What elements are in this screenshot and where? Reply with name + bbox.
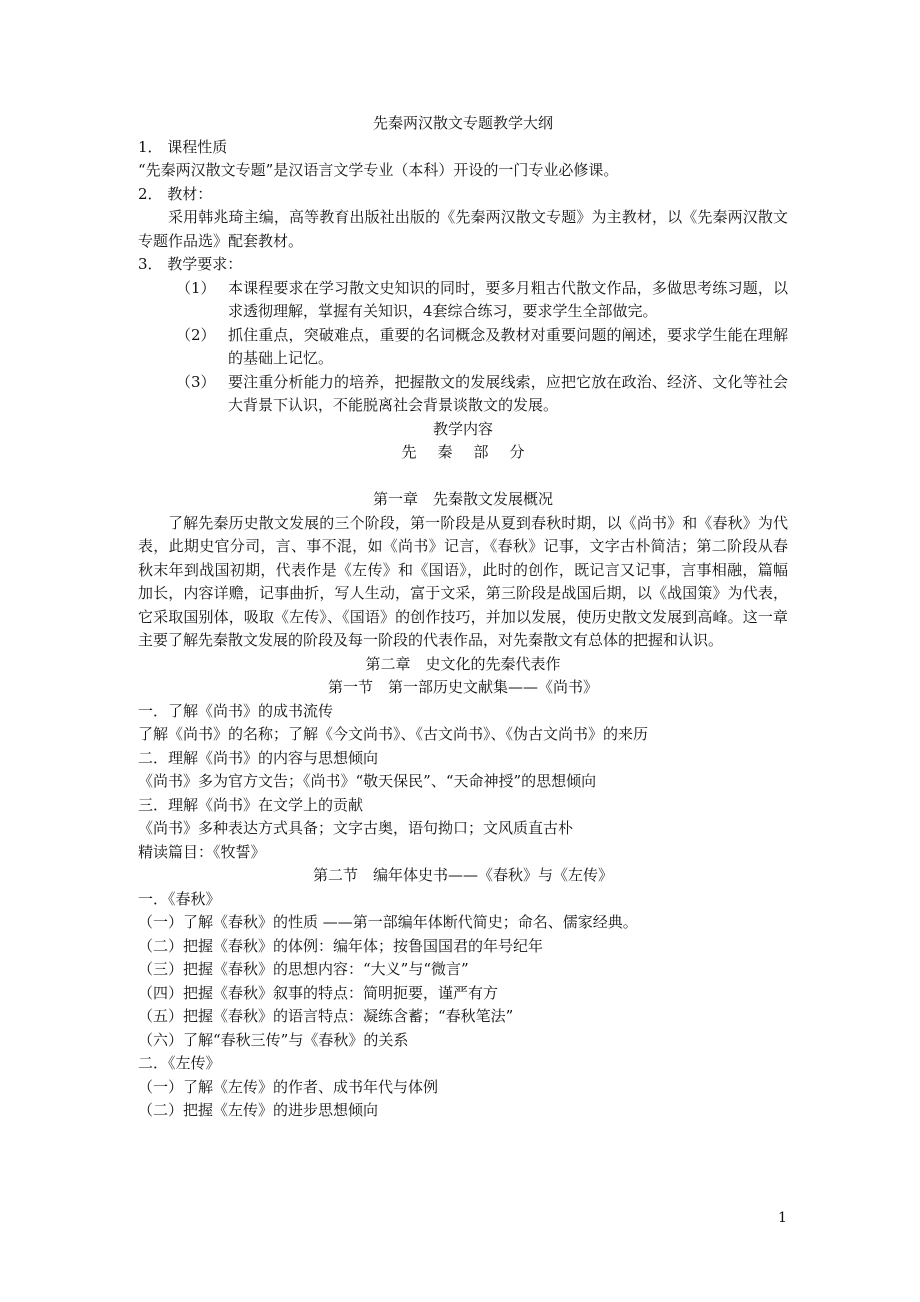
- chapter-1-text: 了解先秦历史散文发展的三个阶段，第一阶段是从夏到春秋时期，以《尚书》和《春秋》为代表，此期史官分司，言、事不混，如《尚书》记言，《春秋》记事，文字古朴简洁；第二阶段从春秋末年到战国初期，代表作是《左传》和《国语》，此时的创作，既记言又记事，言事相融，篇幅加长，内容详赡，记事曲折，写人生动，富于文采，第三阶段是战国后期，以《战国策》为代表，它采取国别体，吸取《左传》、《国语》的创作技巧，并加以发展，使历史散文发展到高峰。这一章主要了解先秦散文发展的阶段及每一阶段的代表作品，对先秦散文有总体的把握和认识。: [138, 513, 788, 649]
- page-number: 1: [778, 1210, 787, 1226]
- outline-line: （一）了解《左传》的作者、成书年代与体例: [138, 1077, 439, 1096]
- content-title: 教学内容: [432, 419, 493, 438]
- section-2-title: 第二节 编年体史书——《春秋》与《左传》: [312, 866, 613, 884]
- outline-line: （二）把握《春秋》的体例：编年体；按鲁国国君的年号纪年: [138, 936, 544, 955]
- section-heading-2: 2． 教材：: [138, 184, 213, 203]
- spacer: [138, 465, 788, 489]
- requirement-number: （3）: [176, 372, 216, 391]
- chapter-2-title: 第二章 史文化的先秦代表作: [365, 654, 561, 673]
- requirement-text: 抓住重点，突破难点，重要的名词概念及教材对重要问题的阐述，要求学生能在理解的基础上记忆。: [228, 325, 788, 367]
- outline-line: 《尚书》多种表达方式具备；文字古奥，语句拗口；文风质直古朴: [138, 819, 574, 837]
- requirement-item: [176, 371, 788, 418]
- section-text-2: 采用韩兆琦主编，高等教育出版社出版的《先秦两汉散文专题》为主教材，以《先秦两汉散文专题作品选》配套教材。: [138, 208, 788, 250]
- outline-line: 二．理解《尚书》的内容与思想倾向: [138, 748, 379, 767]
- outline-line: （四）把握《春秋》叙事的特点：简明扼要，谨严有方: [138, 983, 499, 1002]
- outline-line: （六）了解“春秋三传”与《春秋》的关系: [138, 1030, 409, 1049]
- requirement-number: （1）: [176, 278, 216, 297]
- section-heading-3: 3． 教学要求：: [138, 255, 243, 273]
- document-body: [138, 112, 788, 1123]
- section-1-title: 第一节 第一部历史文献集——《尚书》: [327, 678, 598, 696]
- section-heading-1: 1． 课程性质: [138, 137, 228, 156]
- outline-line: 精读篇目：《牧誓》: [138, 842, 266, 861]
- outline-line: 一．《春秋》: [138, 889, 221, 908]
- requirement-number: （2）: [176, 325, 216, 344]
- requirement-text: 本课程要求在学习散文史知识的同时，要多月粗古代散文作品，多做思考练习题，以求透彻理解，掌握有关知识，4套综合练习，要求学生全部做完。: [228, 278, 788, 320]
- document-title: 先秦两汉散文专题教学大纲: [372, 114, 553, 132]
- outline-line: 了解《尚书》的名称；了解《今文尚书》、《古文尚书》、《伪古文尚书》的来历: [138, 725, 649, 743]
- outline-line: （三）把握《春秋》的思想内容：“大义”与“微言”: [138, 960, 469, 978]
- requirement-item: [176, 277, 788, 324]
- chapter-1-title: 第一章 先秦散文发展概况: [372, 490, 553, 508]
- outline-line: （二）把握《左传》的进步思想倾向: [138, 1101, 379, 1119]
- requirement-text: 要注重分析能力的培养，把握散文的发展线索，应把它放在政治、经济、文化等社会大背景下认识，不能脱离社会背景谈散文的发展。: [228, 372, 788, 414]
- part-title: 先秦部分: [401, 443, 546, 461]
- section-text-1: “先秦两汉散文专题”是汉语言文学专业（本科）开设的一门专业必修课。: [138, 161, 619, 179]
- requirement-item: [176, 324, 788, 371]
- outline-line: 三．理解《尚书》在文学上的贡献: [138, 795, 364, 814]
- outline-line: （五）把握《春秋》的语言特点：凝练含蓄；“春秋笔法”: [138, 1007, 514, 1025]
- outline-line: （一）了解《春秋》的性质 ——第一部编年体断代简史；命名、儒家经典。: [138, 913, 638, 931]
- outline-line: 二．《左传》: [138, 1054, 221, 1072]
- outline-line: 《尚书》多为官方文告；《尚书》“敬天保民”、“天命神授”的思想倾向: [138, 772, 597, 790]
- outline-line: 一．了解《尚书》的成书流传: [138, 701, 334, 720]
